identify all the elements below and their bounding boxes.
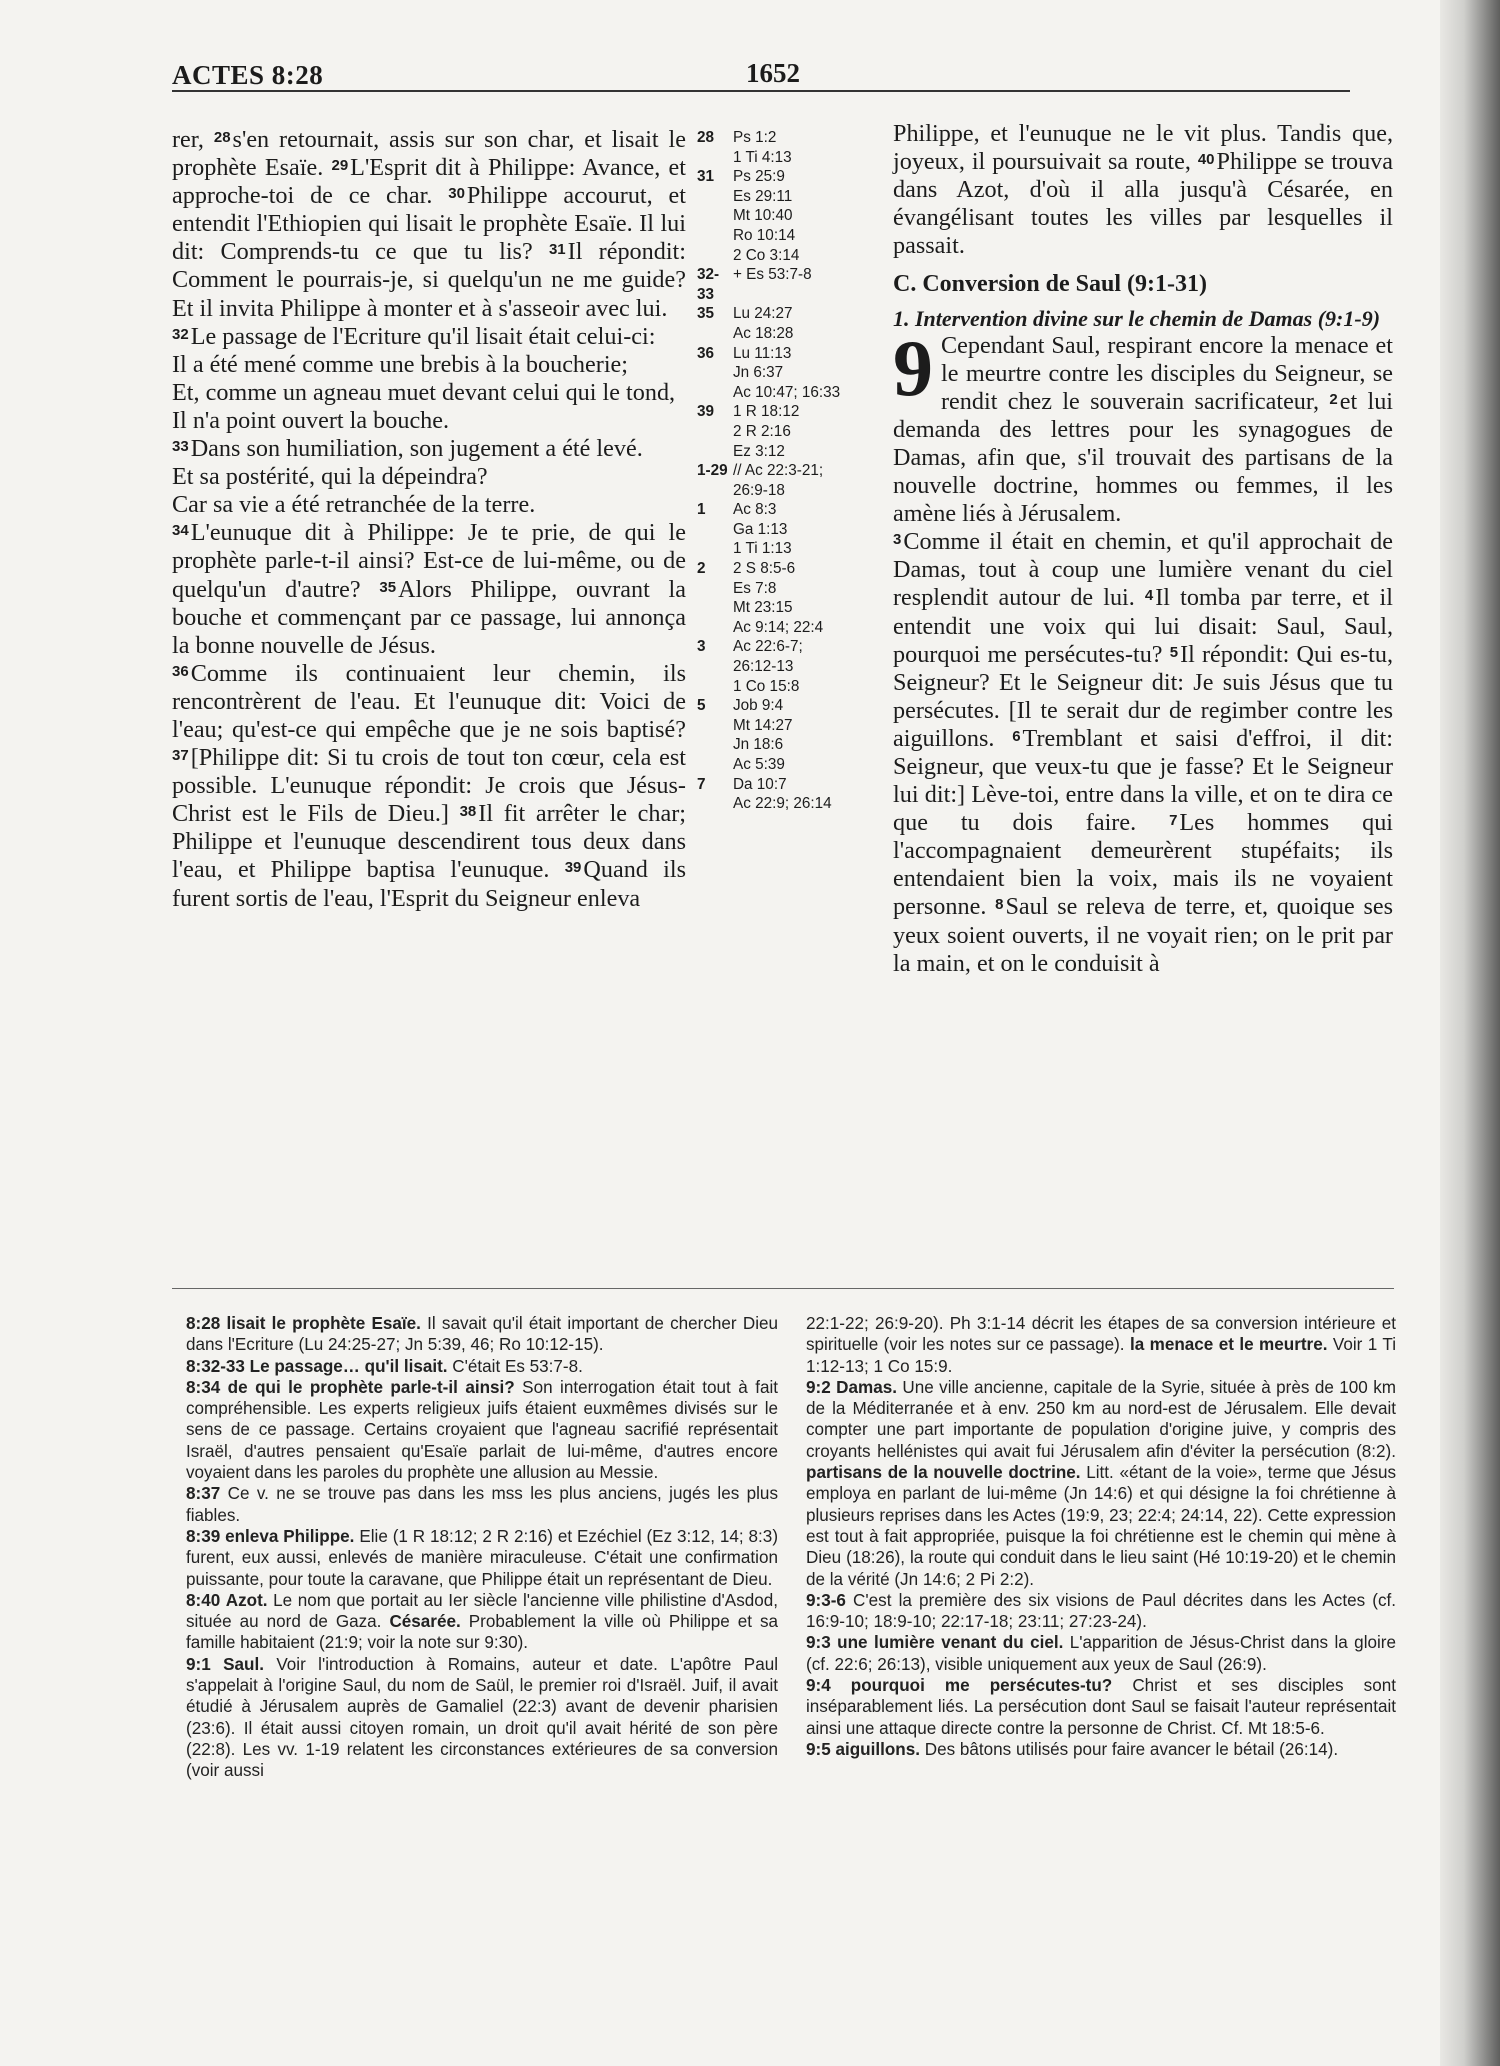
cross-ref-row — [697, 559, 877, 579]
page-number: 1652 — [746, 58, 800, 88]
verse-paragraph: $^{32}$Le passage de l'Ecriture qu'il lisait était celui-ci: — [172, 322, 656, 350]
cross-ref-row — [697, 128, 877, 148]
cross-ref-row — [697, 461, 877, 481]
cross-ref-text: Da 10:7 — [733, 775, 787, 793]
cross-ref-text: Ac 5:39 — [733, 756, 785, 773]
cross-ref-verse: 31 — [697, 168, 715, 186]
cross-ref-text: Ga 1:13 — [733, 520, 788, 538]
cross-ref-row — [697, 265, 877, 304]
note-ref: 8:39 — [186, 1526, 221, 1546]
study-note — [186, 1313, 778, 1356]
cross-ref-row — [697, 226, 877, 246]
study-notes-right — [806, 1313, 1396, 1760]
cross-ref-text: Ps 25:9 — [733, 168, 785, 186]
cross-ref-row — [697, 794, 877, 814]
verse-number: 40 — [1197, 151, 1215, 169]
cross-ref-text: Mt 23:15 — [733, 599, 793, 617]
cross-ref-text: Ro 10:14 — [733, 226, 796, 244]
verse-number: 31 — [548, 241, 566, 259]
cross-ref-row — [697, 735, 877, 755]
cross-ref-verse — [697, 794, 733, 814]
cross-ref-verse — [697, 677, 733, 697]
verse-number: 30 — [448, 185, 465, 203]
verse-number: 5 — [1169, 643, 1179, 661]
cross-ref-verse — [697, 481, 733, 501]
cross-ref-row — [697, 579, 877, 599]
cross-ref-verse — [697, 226, 733, 246]
cross-ref-text: Lu 11:13 — [733, 344, 792, 362]
note-keyword: partisans de la nouvelle doctrine. — [806, 1463, 1081, 1483]
cross-ref-verse: 32-33 — [697, 266, 720, 303]
cross-ref-verse: 39 — [697, 403, 715, 421]
cross-ref-verse — [697, 363, 733, 383]
study-notes-left — [186, 1313, 778, 1782]
cross-references — [697, 128, 877, 814]
verse-paragraph: rer, $^{28}$s'en retournait, assis sur son char, et lisait le prophète Esaïe. $^{29}$L'Esprit dit à Philippe: Avance, et approche-toi de ce char. $^{30}$Philippe accourut, et entendit l'Ethiopien qui lisait le prophète Esaïe. Il lui dit: Comprends-tu ce que tu lis? $^{31}$Il répondit: Comment le pourrais-je, si quelqu'un ne me guide? Et il invita Philippe à monter et à s'asseoir avec lui. — [172, 126, 687, 322]
cross-ref-text: Ps 1:2 — [733, 129, 777, 146]
cross-ref-row — [697, 618, 877, 638]
note-keyword: lisait le prophète Esaïe. — [226, 1314, 421, 1333]
verse-number: 33 — [172, 438, 189, 456]
cross-ref-verse: 28 — [697, 129, 715, 146]
cross-ref-row — [697, 716, 877, 736]
cross-ref-text: Es 7:8 — [733, 579, 777, 597]
book-spine-shadow — [1440, 0, 1500, 2066]
note-ref: 9:3 — [806, 1633, 831, 1653]
scripture-column-left — [172, 126, 686, 913]
cross-ref-text: + Es 53:7-8 — [733, 266, 812, 284]
verse-paragraph: $^{36}$Comme ils continuaient leur chemin, ils rencontrèrent de l'eau. Et l'eunuque dit: Voici de l'eau; qu'est-ce qui empêche que je ne sois baptisé? $^{37}$[Philippe dit: Si tu crois de tout ton cœur, cela est possible. L'eunuque répondit: Je crois que Jésus-Christ est le Fils de Dieu.] $^{38}$Il fit arrêter le char; Philippe et l'eunuque descendirent tous deux dans l'eau, et Philippe baptisa l'eunuque. $^{39}$Quand ils furent sortis de l'eau, l'Esprit du Seigneur enleva — [172, 659, 687, 912]
note-keyword: enleva Philippe. — [225, 1526, 355, 1546]
note-keyword: une lumière venant du ciel. — [837, 1633, 1064, 1653]
cross-ref-row — [697, 637, 877, 657]
note-ref: 8:34 — [186, 1377, 221, 1397]
study-note — [806, 1632, 1396, 1675]
page-header — [172, 58, 1350, 92]
scripture-column-right — [893, 120, 1393, 978]
study-note — [186, 1526, 778, 1590]
note-ref: 9:4 — [806, 1676, 831, 1696]
cross-ref-verse — [697, 324, 733, 344]
cross-ref-text: Ac 9:14; 22:4 — [733, 618, 824, 636]
verse-number: 3 — [893, 531, 902, 549]
cross-ref-text: Es 29:11 — [733, 187, 793, 205]
note-text: Le nom que portait au Ier siècle l'ancienne ville philistine d'Asdod, située au nord de Gaza. — [186, 1590, 779, 1632]
note-ref: 9:3-6 — [806, 1590, 846, 1610]
verse-number: 29 — [331, 157, 349, 175]
cross-ref-verse — [697, 657, 733, 677]
note-text: Probablement la ville où Philippe et sa famille habitaient (21:9; voir la note sur 9:30). — [186, 1612, 778, 1653]
note-text: Christ et ses disciples sont inséparablement liés. La persécution dont Saul se faisait l'auteur représentait ainsi une attaque directe contre la personne de Christ. Cf. Mt 18:5-6. — [806, 1676, 1396, 1738]
note-ref: 8:37 — [186, 1484, 221, 1504]
note-text: Voir l'introduction à Romains, auteur et date. L'apôtre Paul s'appelait à l'origine Saul, du nom de Saül, le premier roi d'Israël. Juif, il avait étudié à Jérusalem auprès de Gamaliel (22:3) avant de devenir pharisien (23:6). Il était aussi citoyen romain, un droit qu'il avait hérité de son père (22:8). Les vv. 1-19 relatent les circonstances extérieures de sa conversion (voir aussi — [186, 1654, 779, 1781]
cross-ref-text: Jn 18:6 — [733, 736, 784, 754]
cross-ref-row — [697, 775, 877, 795]
cross-ref-text: 1 Co 15:8 — [733, 677, 800, 695]
note-text: L'apparition de Jésus-Christ dans la gloire (cf. 22:6; 26:13), visible uniquement aux yeux de Saul (26:9). — [806, 1633, 1396, 1674]
note-keyword: Damas. — [836, 1377, 897, 1397]
verse-number: 32 — [172, 325, 189, 343]
cross-ref-verse: 2 — [697, 560, 706, 578]
note-text: Une ville ancienne, capitale de la Syrie, située à près de 100 km de la Méditerranée et à env. 250 km au nord-est de Jérusalem. Elle devait compter une part importante de population d'origine juive, y compris des croyants hellénistes qui avait fui Jérusalem afin d'éviter la persécution (8:2). — [806, 1377, 1396, 1461]
note-ref: 9:1 — [186, 1654, 211, 1674]
cross-ref-text: // Ac 22:3-21; — [733, 462, 824, 480]
study-note — [186, 1654, 778, 1782]
cross-ref-row — [697, 304, 877, 324]
cross-ref-verse — [697, 206, 733, 226]
note-text: Ce v. ne se trouve pas dans les mss les plus anciens, jugés les plus fiables. — [186, 1484, 778, 1525]
cross-ref-row — [697, 520, 877, 540]
study-note — [806, 1739, 1396, 1760]
cross-ref-text: Ac 8:3 — [733, 501, 777, 519]
note-keyword: la menace et le meurtre. — [1129, 1335, 1328, 1355]
cross-ref-row — [697, 598, 877, 618]
cross-ref-verse — [697, 442, 733, 462]
cross-ref-verse: 35 — [697, 305, 715, 323]
cross-ref-row — [697, 167, 877, 187]
verse-number: 39 — [564, 859, 582, 877]
cross-ref-verse: 1-29 — [697, 462, 728, 480]
verse-number: 37 — [172, 747, 189, 765]
note-text: C'était Es 53:7-8. — [452, 1356, 583, 1376]
note-ref: 8:32-33 — [186, 1356, 245, 1376]
cross-ref-row — [697, 324, 877, 344]
verse-paragraph: $^3$Comme il était en chemin, et qu'il approchait de Damas, tout à coup une lumière venant du ciel resplendit autour de lui. $^4$Il tomba par terre, et il entendit une voix qui lui disait: Saul, Saul, pourquoi me persécutes-tu? $^5$Il répondit: Qui es-tu, Seigneur? Et le Seigneur dit: Je suis Jésus que tu persécutes. [Il te serait dur de regimber contre les aiguillons. $^6$Tremblant et saisi d'effroi, il dit: Seigneur, que veux-tu que je fasse? Et le Seigneur lui dit:] Lève-toi, entre dans la ville, et on te dira ce que tu dois faire. $^7$Les hommes qui l'accompagnaient demeurèrent stupéfaits; ils entendaient bien la voix, mais ils ne voyaient personne. $^8$Saul se releva de terre, et, quoique ses yeux soient ouverts, il ne voyait rien; on le prit par la main, et on le conduisit à — [893, 528, 1394, 977]
cross-ref-verse — [697, 579, 733, 599]
note-text: C'est la première des six visions de Paul décrites dans les Actes (cf. 16:9-10; 18:9-10; 22:17-18; 23:11; 27:23-24). — [806, 1590, 1397, 1632]
note-keyword: pourquoi me persécutes-tu? — [850, 1676, 1113, 1696]
study-note — [186, 1483, 778, 1526]
cross-ref-row — [697, 696, 877, 716]
cross-ref-row — [697, 755, 877, 775]
subsection-heading: 1. Intervention divine sur le chemin de Damas (9:1-9) — [893, 305, 1381, 331]
cross-ref-text: Ac 22:6-7; — [733, 638, 803, 656]
cross-ref-text: 1 R 18:12 — [733, 403, 800, 421]
verse-number: 35 — [379, 578, 397, 596]
note-text: Voir 1 Ti 1:12-13; 1 Co 15:9. — [806, 1335, 1396, 1376]
note-keyword: Césarée. — [389, 1612, 461, 1632]
study-note — [806, 1313, 1396, 1377]
verse-number: 34 — [172, 522, 189, 540]
cross-ref-verse — [697, 539, 733, 559]
cross-ref-verse — [697, 735, 733, 755]
note-text: 22:1-22; 26:9-20). Ph 3:1-14 décrit les étapes de sa conversion intérieure et spirituelle (voir les notes sur ce passage). — [806, 1314, 1396, 1355]
cross-ref-text: Ac 18:28 — [733, 324, 794, 342]
cross-ref-row — [697, 246, 877, 266]
cross-ref-text: 1 Ti 4:13 — [733, 148, 792, 166]
study-note — [806, 1590, 1396, 1633]
cross-ref-text: 26:9-18 — [733, 481, 785, 499]
cross-ref-text: Jn 6:37 — [733, 364, 784, 382]
verse-paragraph: Philippe, et l'eunuque ne le vit plus. Tandis que, joyeux, il poursuivait sa route, $^{40}$Philippe se trouva dans Azot, d'où il alla jusqu'à Césarée, en évangélisant toutes les villes par lesquelles il passait. — [893, 120, 1394, 260]
running-head: ACTES 8:28 — [172, 60, 324, 90]
cross-ref-row — [697, 539, 877, 559]
cross-ref-verse — [697, 148, 733, 168]
cross-ref-verse — [697, 755, 733, 775]
cross-ref-verse: 3 — [697, 638, 706, 656]
note-text: Elie (1 R 18:12; 2 R 2:16) et Ezéchiel (Ez 3:12, 14; 8:3) furent, eux aussi, enlevés de manière miraculeuse. C'était une confirmation puissante, pour toute la caravane, que Philippe était un représentant de Dieu. — [186, 1526, 779, 1589]
note-ref: 8:40 — [186, 1590, 221, 1610]
cross-ref-verse — [697, 246, 733, 266]
verse-number: 6 — [1012, 727, 1021, 745]
note-text: Des bâtons utilisés pour faire avancer le bétail (26:14). — [924, 1739, 1339, 1759]
cross-ref-row — [697, 402, 877, 422]
verse-paragraph: 9 Cependant Saul, respirant encore la menace et le meurtre contre les disciples du Seigneur, se rendit chez le souverain sacrificateur, $^2$et lui demanda des lettres pour les synagogues de Damas, afin que, s'il trouvait des partisans de la nouvelle doctrine, hommes ou femmes, il les amène liés à Jérusalem. — [893, 324, 1394, 528]
study-note — [186, 1377, 778, 1483]
note-keyword: Le passage… qu'il lisait. — [249, 1356, 448, 1376]
cross-ref-row — [697, 148, 877, 168]
cross-ref-text: 2 R 2:16 — [733, 422, 791, 440]
verse-number: 38 — [459, 803, 477, 821]
cross-ref-row — [697, 677, 877, 697]
note-keyword: de qui le prophète parle-t-il ainsi? — [227, 1377, 515, 1397]
cross-ref-text: 2 S 8:5-6 — [733, 560, 796, 578]
study-note — [186, 1356, 778, 1377]
cross-ref-text: Ac 22:9; 26:14 — [733, 795, 832, 813]
cross-ref-verse: 36 — [697, 344, 715, 362]
cross-ref-verse — [697, 716, 733, 736]
cross-ref-verse — [697, 598, 733, 618]
poetry-quote: Il a été mené comme une brebis à la boucherie; Et, comme un agneau muet devant celui qui le tond, Il n'a point ouvert la bouche. $^{33}$Dans son humiliation, son jugement a été levé. Et sa postérité, qui la dépeindra? Car sa vie a été retranchée de la terre. — [172, 350, 676, 519]
cross-ref-verse: 5 — [697, 697, 706, 715]
cross-ref-row — [697, 344, 877, 364]
note-text: Il savait qu'il était important de chercher Dieu dans l'Ecriture (Lu 24:25-27; Jn 5:39, 46; Ro 10:12-15). — [186, 1314, 779, 1355]
verse-paragraph: $^{34}$L'eunuque dit à Philippe: Je te prie, de qui le prophète parle-t-il ainsi? Est-ce de lui-même, ou de quelqu'un d'autre? $^{35}$Alors Philippe, ouvrant la bouche et commençant par ce passage, lui annonça la bonne nouvelle de Jésus. — [172, 519, 687, 659]
cross-ref-row — [697, 422, 877, 442]
cross-ref-text: 2 Co 3:14 — [733, 246, 800, 264]
notes-divider — [172, 1288, 1394, 1289]
cross-ref-row — [697, 187, 877, 207]
cross-ref-text: Ac 10:47; 16:33 — [733, 383, 841, 401]
verse-number: 7 — [1169, 812, 1178, 830]
cross-ref-row — [697, 657, 877, 677]
study-note — [806, 1377, 1396, 1590]
cross-ref-row — [697, 206, 877, 226]
cross-ref-text: Mt 14:27 — [733, 716, 793, 734]
section-heading: C. Conversion de Saul (9:1-31) — [893, 271, 1208, 298]
verse-number: 36 — [172, 662, 189, 680]
note-keyword: Saul. — [223, 1654, 264, 1674]
cross-ref-verse: 1 — [697, 501, 706, 519]
note-ref: 9:5 — [806, 1739, 831, 1759]
cross-ref-verse — [697, 187, 733, 207]
cross-ref-verse: 7 — [697, 775, 706, 793]
cross-ref-verse — [697, 618, 733, 638]
cross-ref-text: Lu 24:27 — [733, 305, 793, 323]
chapter-number: 9 — [893, 324, 933, 413]
study-note — [806, 1675, 1396, 1739]
note-keyword: aiguillons. — [835, 1739, 920, 1759]
cross-ref-text: Ez 3:12 — [733, 442, 785, 460]
note-text: Litt. «étant de la voie», terme que Jésus employa en parlant de lui-même (Jn 14:6) et qui désigne la foi chrétienne à plusieurs reprises dans les Actes (19:9, 23; 22:4; 24:14, 22). Cette expression est tout à fait appropriée, puisque la foi chrétienne est le chemin qui mène à Dieu (18:26), la route qui conduit dans le lieu saint (Hé 10:19-20) et le chemin de la vérité (Jn 14:6; 2 Pi 2:2). — [806, 1463, 1397, 1589]
cross-ref-verse — [697, 383, 733, 403]
note-ref: 8:28 — [186, 1314, 221, 1333]
cross-ref-text: 26:12-13 — [733, 658, 794, 676]
verse-number: 8 — [995, 896, 1004, 914]
cross-ref-row — [697, 383, 877, 403]
verse-number: 4 — [1144, 587, 1154, 605]
cross-ref-text: 1 Ti 1:13 — [733, 540, 792, 558]
study-note — [186, 1590, 778, 1654]
cross-ref-verse — [697, 520, 733, 540]
note-ref: 9:2 — [806, 1377, 831, 1397]
cross-ref-row — [697, 500, 877, 520]
cross-ref-text: Mt 10:40 — [733, 207, 793, 225]
note-keyword: Azot. — [225, 1590, 268, 1610]
verse-number: 2 — [1329, 390, 1338, 408]
cross-ref-text: Job 9:4 — [733, 697, 784, 715]
verse-number: 28 — [213, 129, 231, 146]
cross-ref-row — [697, 481, 877, 501]
cross-ref-row — [697, 442, 877, 462]
note-text: Son interrogation était tout à fait compréhensible. Les experts religieux juifs étaient euxmêmes divisés sur le sens de ce passage. Certains croyaient que l'agneau sacrifié représentait Israël, d'autres pensaient qu'Esaïe parlait de lui-même, d'autres encore voyaient dans les paroles du prophète une allusion au Messie. — [186, 1377, 778, 1483]
cross-ref-row — [697, 363, 877, 383]
cross-ref-verse — [697, 422, 733, 442]
